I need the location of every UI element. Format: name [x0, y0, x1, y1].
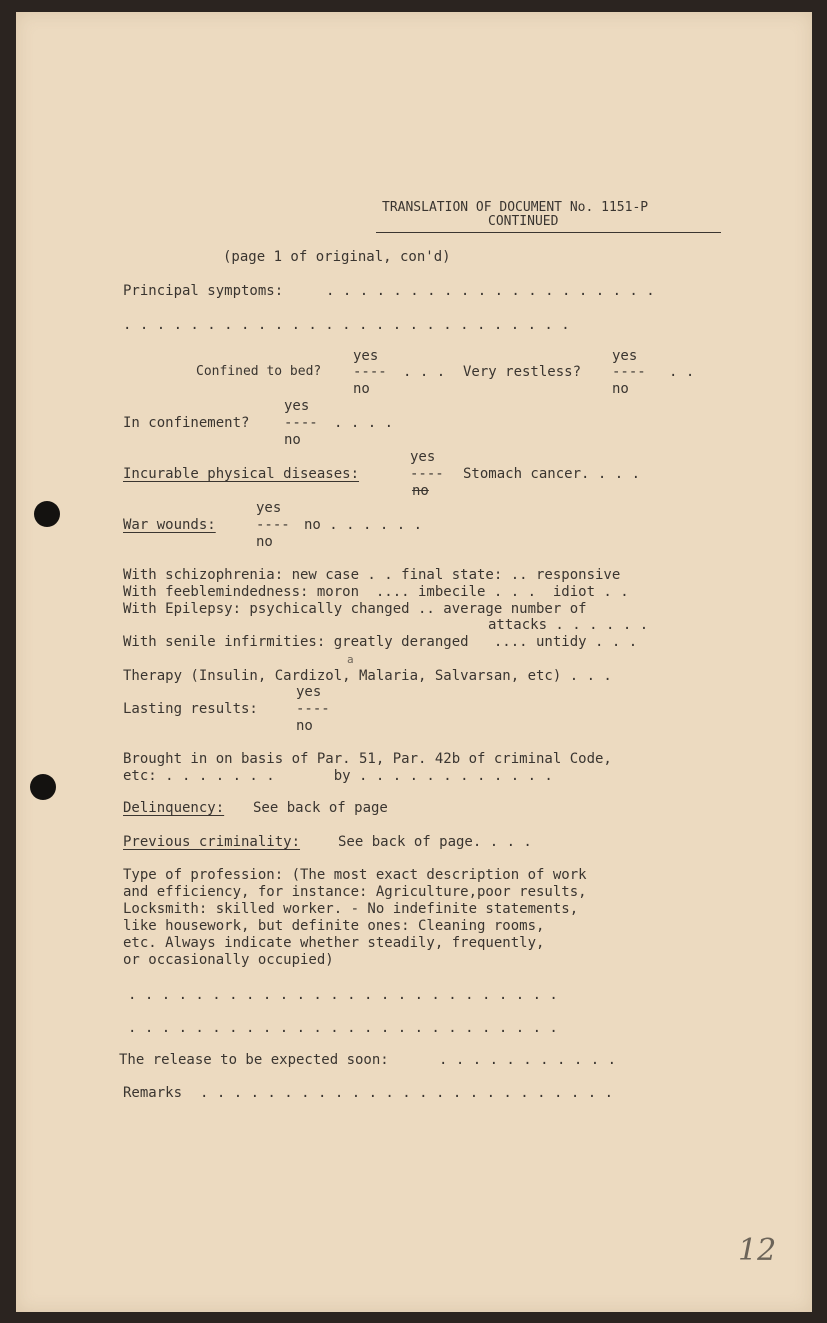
confinement-no: no	[284, 432, 301, 448]
remarks-label: Remarks	[123, 1085, 183, 1101]
bed-label: Confined to bed?	[196, 364, 322, 379]
delinquency-label: Delinquency:	[123, 800, 225, 816]
brought-line-2: etc: . . . . . . . by . . . . . . . . . . . .	[123, 768, 553, 784]
symptoms-dots-2: . . . . . . . . . . . . . . . . . . . . . . . . . . .	[123, 317, 570, 333]
war-label: War wounds:	[123, 517, 216, 533]
punch-hole-upper	[34, 501, 60, 527]
incurable-label: Incurable physical diseases:	[123, 466, 360, 482]
war-answer: no . . . . . .	[304, 517, 423, 533]
profession-line-1: Type of profession: (The most exact description of work	[123, 867, 587, 883]
remarks-dots: . . . . . . . . . . . . . . . . . . . . . . . . .	[200, 1085, 614, 1101]
profession-dots-2: . . . . . . . . . . . . . . . . . . . . . . . . . .	[128, 1020, 558, 1036]
lasting-no: no	[296, 718, 313, 734]
incurable-yes: yes	[410, 449, 436, 465]
page-reference: (page 1 of original, con'd)	[223, 249, 451, 265]
epilepsy-line-2: attacks . . . . . .	[488, 617, 649, 633]
war-yes: yes	[256, 500, 282, 516]
lasting-label: Lasting results:	[123, 701, 258, 717]
margin-mark: a	[347, 653, 354, 666]
profession-line-6: or occasionally occupied)	[123, 952, 334, 968]
header-subtitle: CONTINUED	[488, 214, 559, 229]
war-dash: ----	[256, 517, 290, 533]
page-number: 12	[738, 1233, 777, 1268]
brought-line-1: Brought in on basis of Par. 51, Par. 42b of criminal Code,	[123, 751, 612, 767]
profession-dots-1: . . . . . . . . . . . . . . . . . . . . . . . . . .	[128, 987, 558, 1003]
confinement-label: In confinement?	[123, 415, 250, 431]
restless-dash: ----	[612, 364, 646, 380]
incurable-answer: Stomach cancer. . . .	[463, 466, 641, 482]
release-label: The release to be expected soon:	[119, 1052, 389, 1068]
feeblemindedness-line: With feeblemindedness: moron .... imbecile . . . idiot . .	[123, 584, 629, 600]
bed-yes: yes	[353, 348, 379, 364]
document-page	[16, 12, 812, 1312]
lasting-dash: ----	[296, 701, 330, 717]
bed-no: no	[353, 381, 370, 397]
lasting-yes: yes	[296, 684, 322, 700]
schizophrenia-line: With schizophrenia: new case . . final state: .. responsive	[123, 567, 621, 583]
profession-line-2: and efficiency, for instance: Agriculture,poor results,	[123, 884, 587, 900]
profession-line-3: Locksmith: skilled worker. - No indefinite statements,	[123, 901, 579, 917]
header-underline	[376, 232, 721, 233]
senile-line: With senile infirmities: greatly deranged .... untidy . . .	[123, 634, 638, 650]
delinquency-value: See back of page	[253, 800, 388, 816]
confinement-yes: yes	[284, 398, 310, 414]
restless-label: Very restless?	[463, 364, 582, 380]
symptoms-dots-1: . . . . . . . . . . . . . . . . . . . .	[326, 283, 655, 299]
incurable-dash: ----	[410, 466, 444, 482]
bed-dots: . . .	[403, 364, 446, 380]
punch-hole-lower	[30, 774, 56, 800]
war-no: no	[256, 534, 273, 550]
previous-criminality-label: Previous criminality:	[123, 834, 301, 850]
profession-line-4: like housework, but definite ones: Cleaning rooms,	[123, 918, 545, 934]
restless-dots: . .	[669, 364, 695, 380]
epilepsy-line-1: With Epilepsy: psychically changed .. average number of	[123, 601, 587, 617]
confinement-dash: ----	[284, 415, 318, 431]
release-dots: . . . . . . . . . . .	[439, 1052, 617, 1068]
restless-yes: yes	[612, 348, 638, 364]
confinement-dots: . . . .	[334, 415, 394, 431]
restless-no: no	[612, 381, 629, 397]
header-title: TRANSLATION OF DOCUMENT No. 1151-P	[382, 200, 649, 215]
incurable-no: no	[412, 483, 429, 499]
profession-line-5: etc. Always indicate whether steadily, frequently,	[123, 935, 545, 951]
previous-criminality-value: See back of page. . . .	[338, 834, 532, 850]
therapy-line: Therapy (Insulin, Cardizol, Malaria, Salvarsan, etc) . . .	[123, 668, 612, 684]
bed-dash: ----	[353, 364, 387, 380]
symptoms-label: Principal symptoms:	[123, 283, 284, 299]
